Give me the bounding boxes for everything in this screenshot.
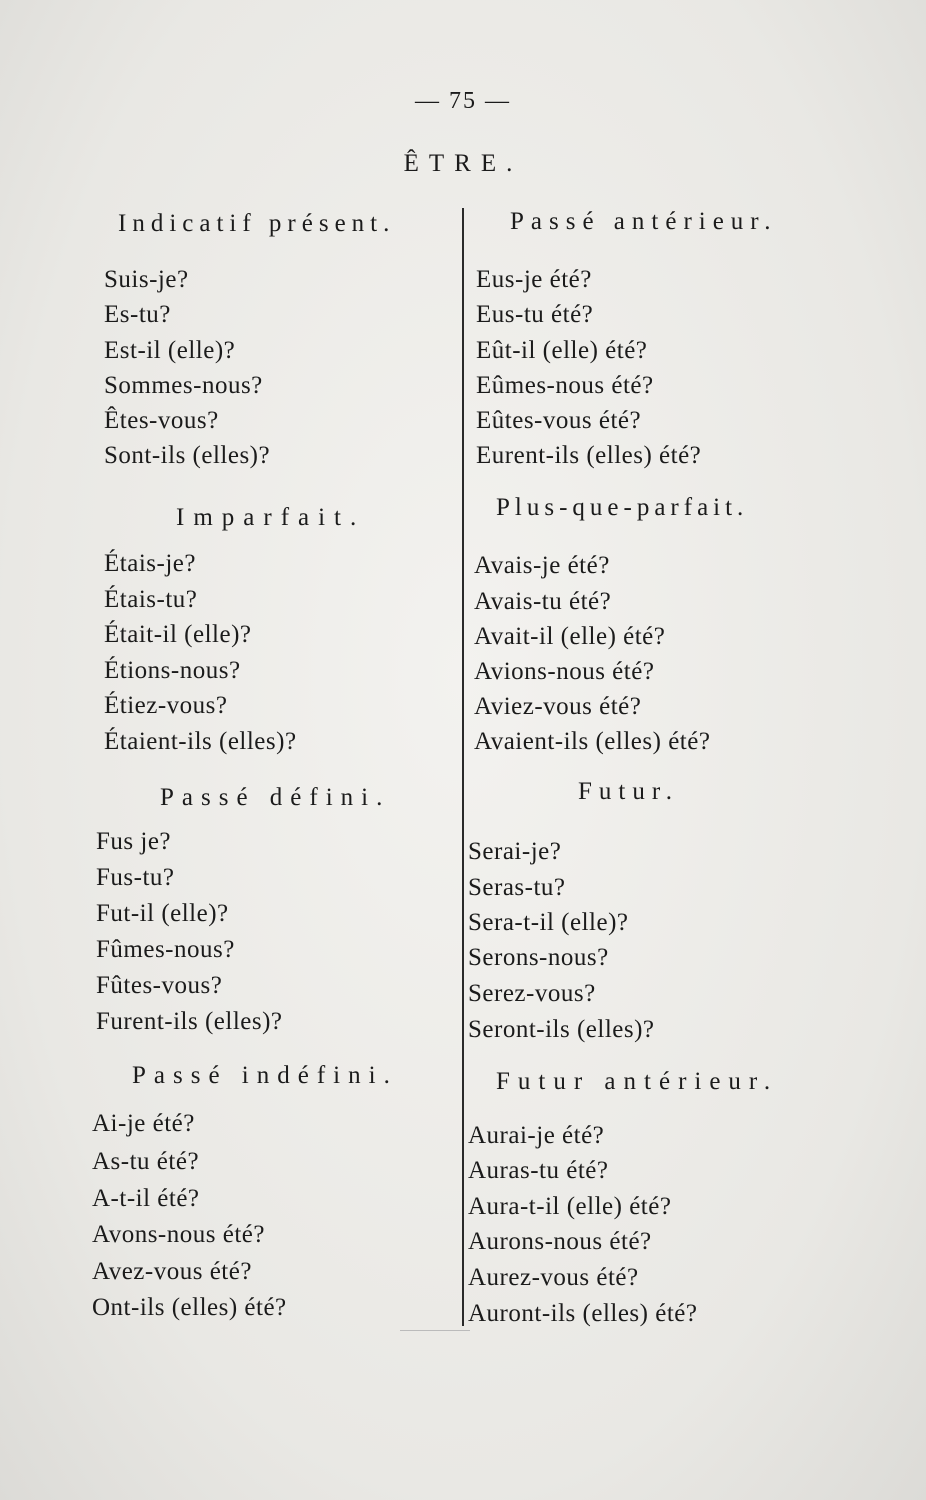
conjugation-line: Étiez-vous? bbox=[104, 692, 228, 719]
bottom-rule bbox=[400, 1330, 470, 1331]
heading-passe-defini: Passé défini. bbox=[160, 784, 391, 811]
conjugation-line: Auront-ils (elles) été? bbox=[468, 1300, 698, 1327]
conjugation-line: Avez-vous été? bbox=[92, 1258, 252, 1285]
heading-passe-indefini: Passé indéfini. bbox=[132, 1062, 398, 1089]
conjugation-line: As-tu été? bbox=[92, 1148, 200, 1175]
conjugation-line: A-t-il été? bbox=[92, 1185, 200, 1212]
heading-passe-anterieur: Passé antérieur. bbox=[510, 208, 778, 235]
conjugation-line: Étais-tu? bbox=[104, 586, 198, 613]
conjugation-line: Eûtes-vous été? bbox=[476, 407, 642, 434]
conjugation-line: Fut-il (elle)? bbox=[96, 900, 229, 927]
conjugation-line: Aurons-nous été? bbox=[468, 1228, 652, 1255]
conjugation-line: Eus-tu été? bbox=[476, 301, 594, 328]
page-number: — 75 — bbox=[415, 88, 511, 114]
conjugation-line: Aurez-vous été? bbox=[468, 1264, 639, 1291]
conjugation-line: Étaient-ils (elles)? bbox=[104, 728, 297, 755]
conjugation-line: Ai-je été? bbox=[92, 1110, 195, 1137]
conjugation-line: Est-il (elle)? bbox=[104, 337, 236, 364]
heading-imparfait: Imparfait. bbox=[176, 504, 366, 531]
conjugation-line: Avais-je été? bbox=[474, 552, 610, 579]
conjugation-line: Était-il (elle)? bbox=[104, 621, 252, 648]
conjugation-line: Seras-tu? bbox=[468, 874, 566, 901]
conjugation-line: Eurent-ils (elles) été? bbox=[476, 442, 702, 469]
conjugation-line: Eus-je été? bbox=[476, 266, 592, 293]
conjugation-line: Eût-il (elle) été? bbox=[476, 337, 648, 364]
conjugation-line: Étais-je? bbox=[104, 550, 196, 577]
conjugation-line: Sera-t-il (elle)? bbox=[468, 909, 629, 936]
conjugation-line: Êtes-vous? bbox=[104, 407, 219, 434]
conjugation-line: Serez-vous? bbox=[468, 980, 596, 1007]
conjugation-line: Aura-t-il (elle) été? bbox=[468, 1193, 672, 1220]
conjugation-line: Furent-ils (elles)? bbox=[96, 1008, 283, 1035]
conjugation-line: Sommes-nous? bbox=[104, 372, 263, 399]
conjugation-line: Auras-tu été? bbox=[468, 1157, 609, 1184]
heading-futur-anterieur: Futur antérieur. bbox=[496, 1068, 779, 1095]
conjugation-line: Étions-nous? bbox=[104, 657, 241, 684]
conjugation-line: Eûmes-nous été? bbox=[476, 372, 654, 399]
conjugation-line: Suis-je? bbox=[104, 266, 189, 293]
conjugation-line: Sont-ils (elles)? bbox=[104, 442, 271, 469]
conjugation-line: Avait-il (elle) été? bbox=[474, 623, 666, 650]
heading-plus-que-parfait: Plus-que-parfait. bbox=[496, 494, 749, 521]
conjugation-line: Ont-ils (elles) été? bbox=[92, 1294, 287, 1321]
conjugation-line: Fûmes-nous? bbox=[96, 936, 235, 963]
page-title: ÊTRE. bbox=[403, 150, 523, 177]
conjugation-line: Fus-tu? bbox=[96, 864, 175, 891]
heading-futur: Futur. bbox=[578, 778, 680, 805]
conjugation-line: Avais-tu été? bbox=[474, 588, 612, 615]
conjugation-line: Aviez-vous été? bbox=[474, 693, 642, 720]
conjugation-line: Es-tu? bbox=[104, 301, 171, 328]
conjugation-line: Avaient-ils (elles) été? bbox=[474, 728, 711, 755]
conjugation-line: Avons-nous été? bbox=[92, 1221, 265, 1248]
heading-indicatif-present: Indicatif présent. bbox=[118, 210, 396, 237]
conjugation-line: Fûtes-vous? bbox=[96, 972, 223, 999]
conjugation-line: Aurai-je été? bbox=[468, 1122, 605, 1149]
conjugation-line: Serai-je? bbox=[468, 838, 562, 865]
column-divider bbox=[462, 208, 464, 1326]
conjugation-line: Serons-nous? bbox=[468, 944, 609, 971]
conjugation-line: Avions-nous été? bbox=[474, 658, 655, 685]
conjugation-line: Fus je? bbox=[96, 828, 172, 855]
conjugation-line: Seront-ils (elles)? bbox=[468, 1016, 655, 1043]
